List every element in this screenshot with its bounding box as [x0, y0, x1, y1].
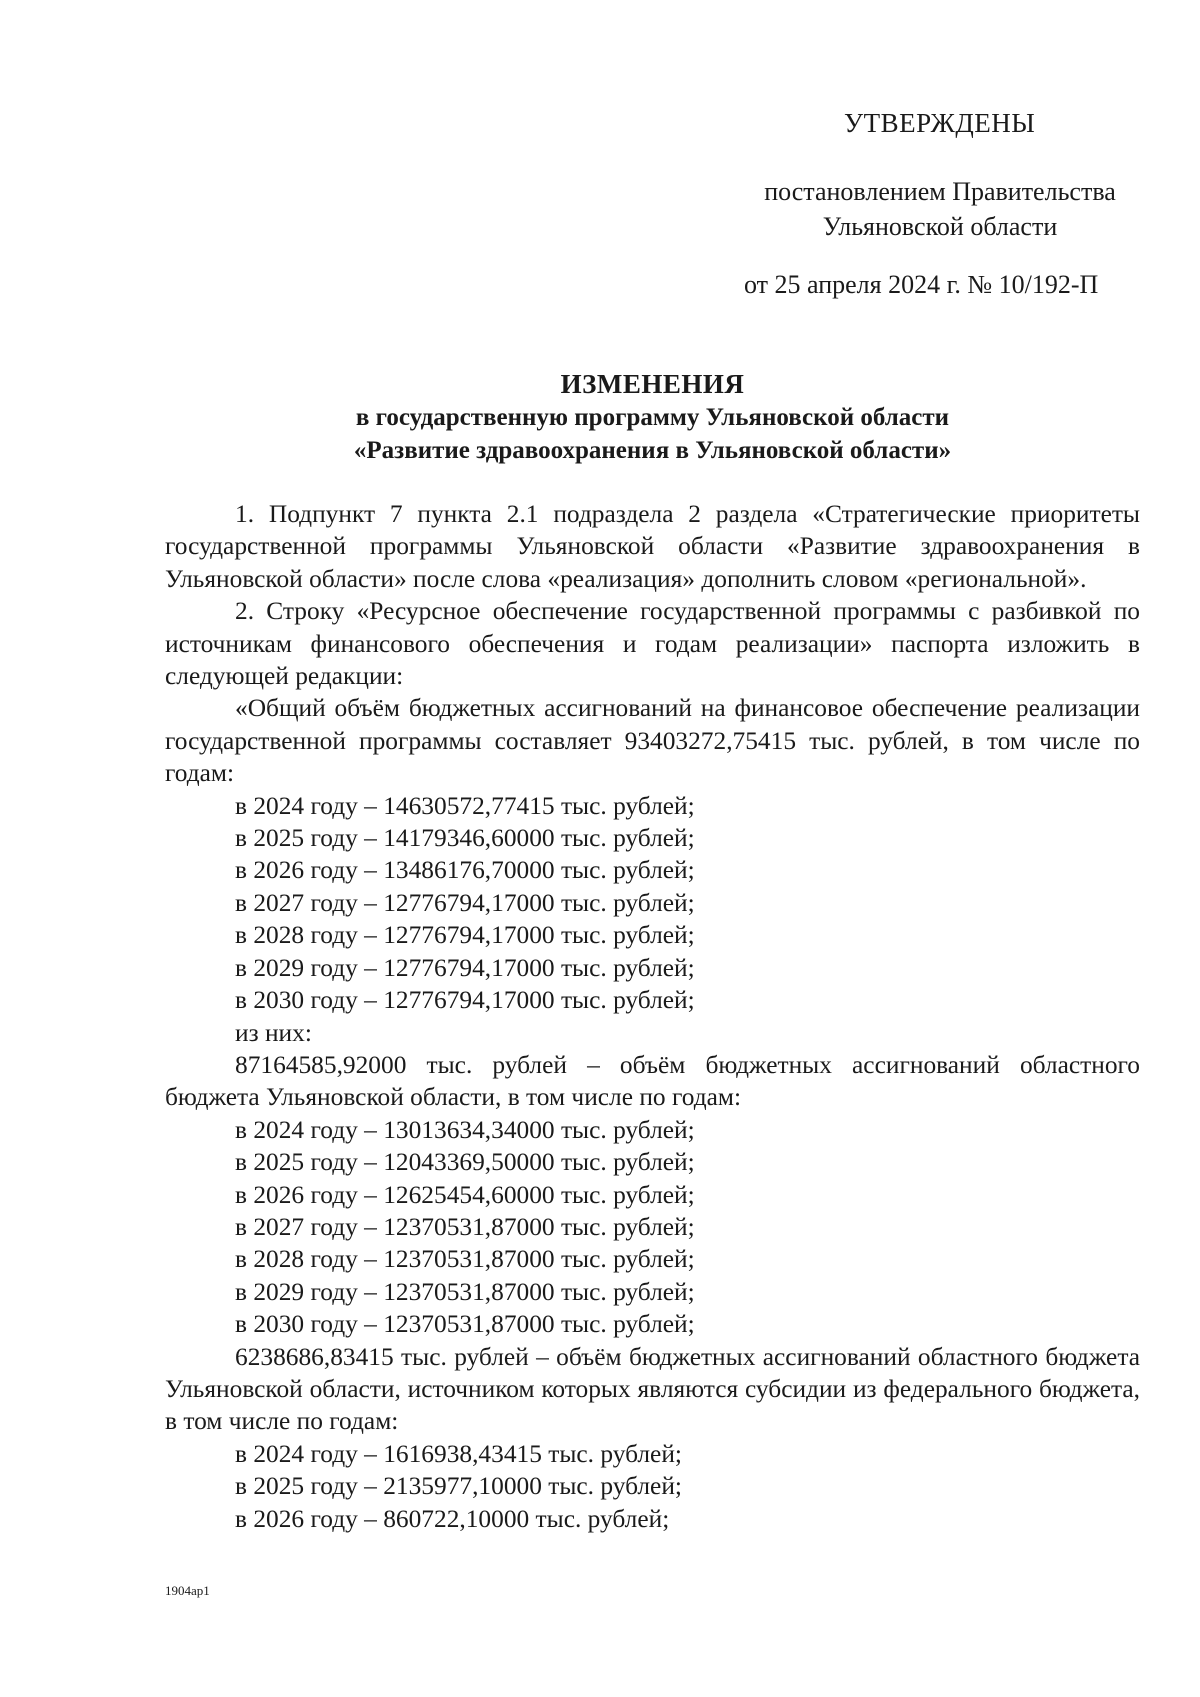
total-year-line: в 2029 году – 12776794,17000 тыс. рублей;	[235, 953, 695, 982]
paragraph-2: 2. Строку «Ресурсное обеспечение государственной программы с разбивкой по источникам финансового обеспечения и годам реализации» паспорта изложить в следующей редакции:	[165, 597, 1140, 691]
paragraph-5: 6238686,83415 тыс. рублей – объём бюджетных ассигнований областного бюджета Ульяновской области, источником которых являются субсидии из федерального бюджета, в том числе по годам:	[165, 1342, 1140, 1436]
total-year-line: в 2024 году – 14630572,77415 тыс. рублей;	[235, 791, 695, 820]
total-year-line: в 2026 году – 13486176,70000 тыс. рублей;	[235, 856, 695, 885]
paragraph-4: 87164585,92000 тыс. рублей – объём бюджетных ассигнований областного бюджета Ульяновской области, в том числе по годам:	[165, 1050, 1140, 1112]
total-year-line: в 2030 году – 12776794,17000 тыс. рублей;	[235, 986, 695, 1015]
paragraph-1: 1. Подпункт 7 пункта 2.1 подраздела 2 раздела «Стратегические приоритеты государственной программы Ульяновской области «Развитие здравоохранения в Ульяновской области» после слова «реализация» дополнить словом «региональной».	[165, 500, 1140, 593]
regional-year-line: в 2029 году – 12370531,87000 тыс. рублей;	[235, 1277, 695, 1306]
document-body	[165, 498, 1140, 1535]
paragraph-3: «Общий объём бюджетных ассигнований на финансовое обеспечение реализации государственной программы составляет 93403272,75415 тыс. рублей, в том числе по годам:	[165, 694, 1140, 788]
federal-year-line: в 2024 году – 1616938,43415 тыс. рублей;	[235, 1439, 682, 1468]
total-year-line: в 2025 году – 14179346,60000 тыс. рублей;	[235, 824, 695, 853]
total-year-line: в 2028 году – 12776794,17000 тыс. рублей;	[235, 921, 695, 950]
regional-year-line: в 2024 году – 13013634,34000 тыс. рублей;	[235, 1115, 695, 1144]
decree-line-2: Ульяновской области	[822, 212, 1058, 241]
document-title	[165, 368, 1140, 467]
decree-line-1: постановлением Правительства	[764, 177, 1116, 206]
regional-year-line: в 2030 году – 12370531,87000 тыс. рублей;	[235, 1310, 695, 1339]
title-main: ИЗМЕНЕНИЯ	[560, 369, 745, 399]
federal-year-line: в 2026 году – 860722,10000 тыс. рублей;	[235, 1504, 670, 1533]
title-line-3: «Развитие здравоохранения в Ульяновской области»	[353, 437, 952, 464]
approval-stamp-heading: УТВЕРЖДЕНЫ	[844, 108, 1036, 138]
regional-year-line: в 2027 году – 12370531,87000 тыс. рублей;	[235, 1212, 695, 1241]
document-code: 1904ap1	[165, 1583, 210, 1598]
regional-year-line: в 2028 году – 12370531,87000 тыс. рублей;	[235, 1245, 695, 1274]
decree-reference	[740, 174, 1140, 244]
regional-year-line: в 2025 году – 12043369,50000 тыс. рублей;	[235, 1148, 695, 1177]
title-line-2: в государственную программу Ульяновской области	[355, 404, 950, 431]
total-year-line: в 2027 году – 12776794,17000 тыс. рублей;	[235, 888, 695, 917]
federal-year-line: в 2025 году – 2135977,10000 тыс. рублей;	[235, 1472, 682, 1501]
regional-year-line: в 2026 году – 12625454,60000 тыс. рублей;	[235, 1180, 695, 1209]
of-them-label: из них:	[235, 1018, 312, 1047]
decree-date: от 25 апреля 2024 г. № 10/192-П	[744, 270, 1099, 299]
